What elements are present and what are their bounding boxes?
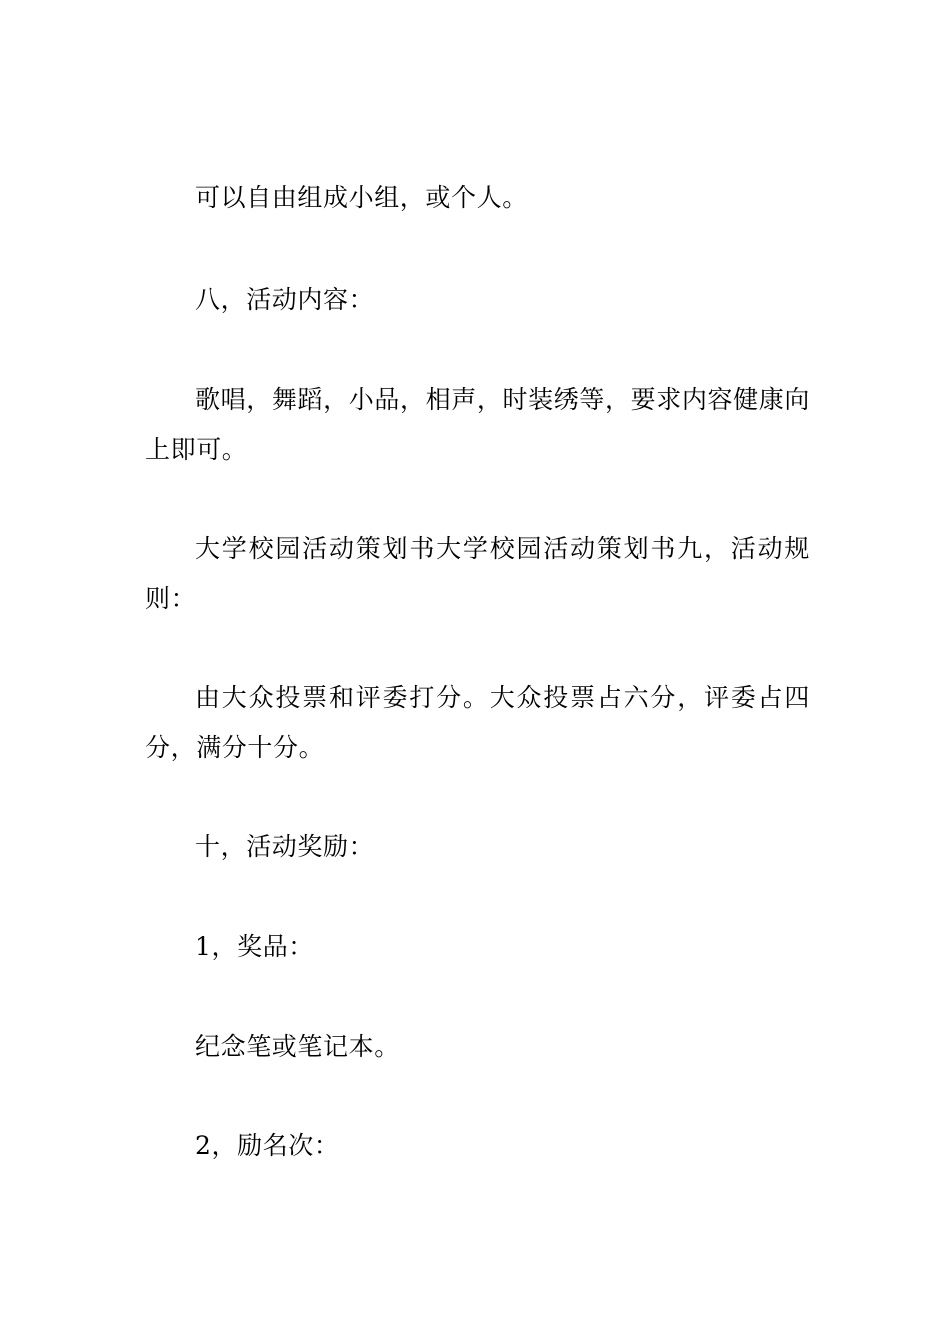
paragraph-prizes: 纪念笔或笔记本。 [195,1032,400,1061]
paragraph-activity-rules: 由大众投票和评委打分。大众投票占六分，评委占四分，满分十分。 [145,683,810,762]
list-item-award-places: 2，励名次： [195,1131,340,1160]
heading-activity-rules: 大学校园活动策划书大学校园活动策划书九，活动规则： [145,534,810,613]
paragraph-activity-content: 歌唱，舞蹈，小品，相声，时装绣等，要求内容健康向上即可。 [145,385,810,464]
heading-activity-rewards: 十，活动奖励： [195,832,375,861]
paragraph-participants: 可以自由组成小组，或个人。 [195,183,528,212]
list-item-prizes: 1，奖品： [195,932,314,961]
heading-activity-content: 八，活动内容： [195,285,375,314]
